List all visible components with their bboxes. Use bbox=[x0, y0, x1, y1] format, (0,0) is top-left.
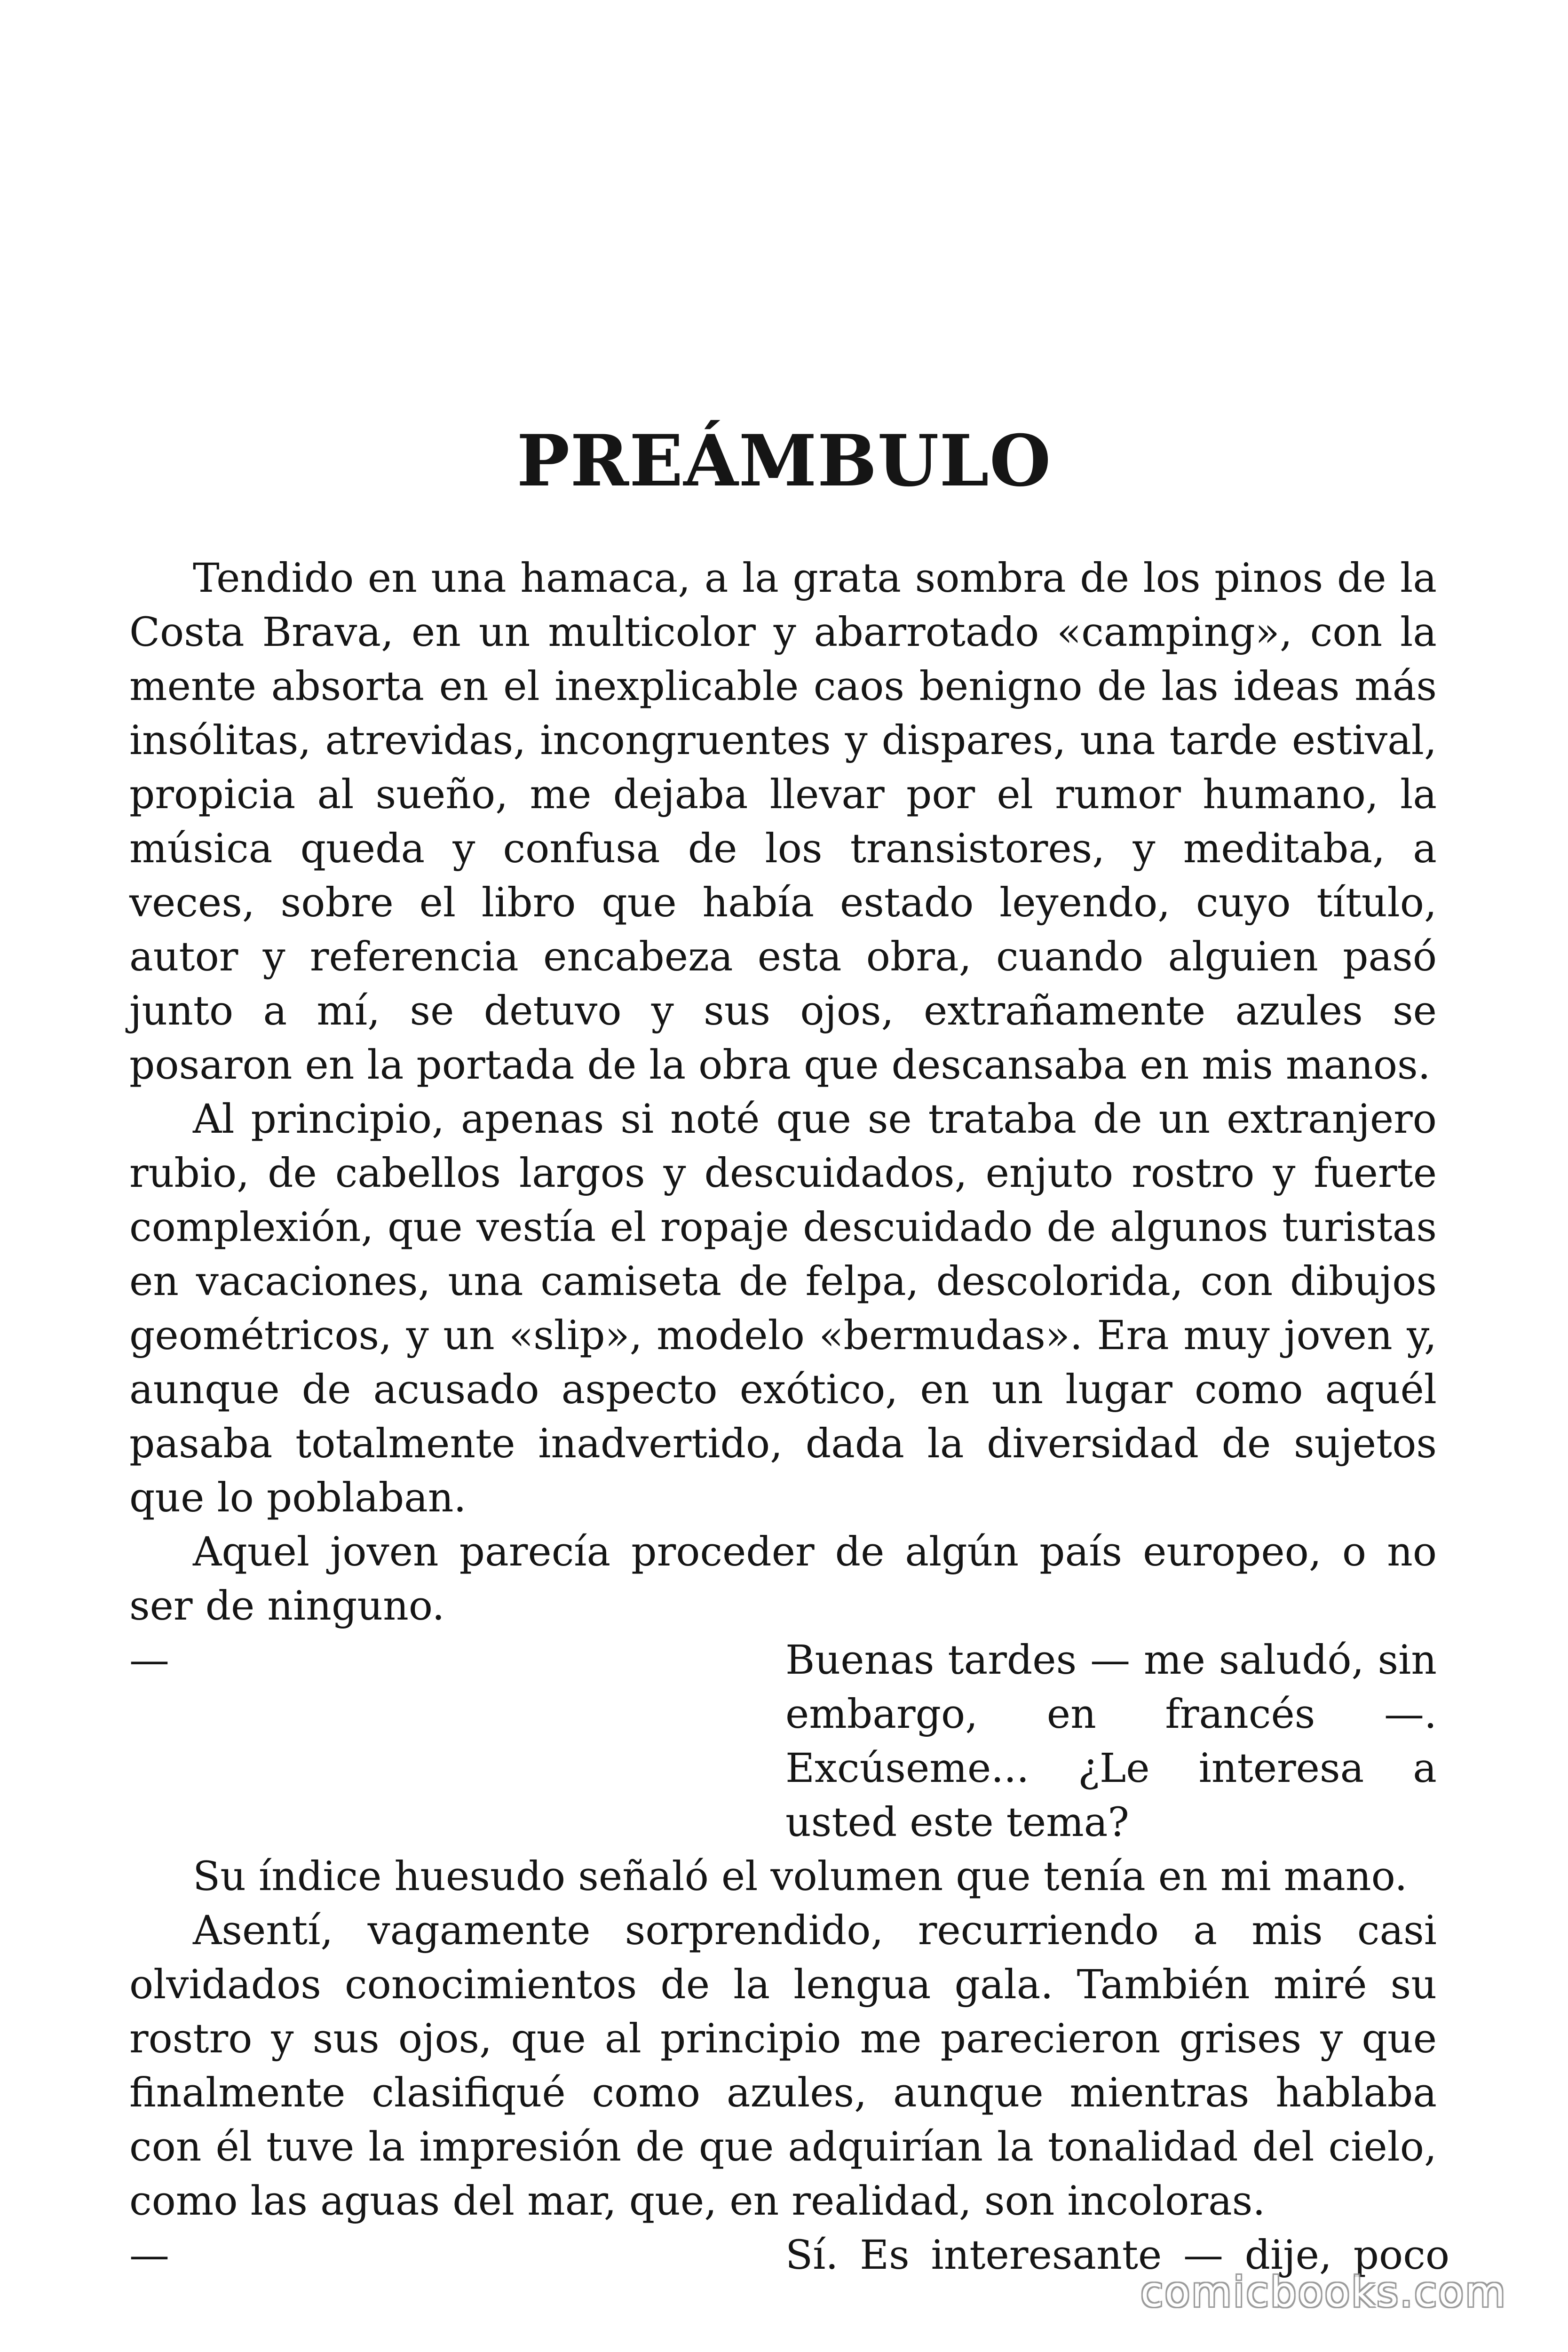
dialogue-dash: — bbox=[129, 1637, 169, 1684]
watermark: comicbooks.com bbox=[1140, 2268, 1507, 2316]
paragraph: Al principio, apenas si noté que se trataba de un extranjero rubio, de cabellos largos y descuidados, enjuto rostro y fuerte complexión, que vestía el ropaje descuidado de algunos turistas en vacaciones, una camiseta de felpa, descolorida, con dibujos geométricos, y un «slip», modelo «bermudas». Era muy joven y, aunque de acusado aspecto exótico, en un lugar como aquél pasaba totalmente inadvertido, dada la diversidad de sujetos que lo poblaban. bbox=[129, 1096, 1437, 1521]
dialogue-line bbox=[129, 1633, 1437, 1850]
paragraph: Tendido en una hamaca, a la grata sombra de los pinos de la Costa Brava, en un multicolor y abarrotado «camping», con la mente absorta en el inexplicable caos benigno de las ideas más insólitas, atrevidas, incongruentes y dispares, una tarde estival, propicia al sueño, me dejaba llevar por el rumor humano, la música queda y confusa de los transistores, y meditaba, a veces, sobre el libro que había estado leyendo, cuyo título, autor y referencia encabeza esta obra, cuando alguien pasó junto a mí, se detuvo y sus ojos, extrañamente azules se posaron en la portada de la obra que descansaba en mis manos. bbox=[129, 555, 1437, 1089]
chapter-title: PREÁMBULO bbox=[516, 420, 1052, 502]
body-text bbox=[129, 551, 1449, 2282]
dialogue-dash: — bbox=[129, 2232, 169, 2279]
dialogue-text: Sí. Es interesante — dije, poco bbox=[785, 2232, 1449, 2279]
paragraph: Asentí, vagamente sorprendido, recurriendo a mis casi olvidados conocimientos de la lengua gala. También miré su rostro y sus ojos, que al principio me parecieron grises y que finalmente clasifiqué como azules, aunque mientras hablaba con él tuve la impresión de que adquirían la tonalidad del cielo, como las aguas del mar, que, en realidad, son incoloras. bbox=[129, 1907, 1437, 2225]
paragraph: Su índice huesudo señaló el volumen que tenía en mi mano. bbox=[193, 1853, 1408, 1900]
dialogue-text: Buenas tardes — me saludó, sin embargo, en francés —. Excúseme... ¿Le interesa a usted este tema? bbox=[785, 1637, 1437, 1846]
paragraph: Aquel joven parecía proceder de algún país europeo, o no ser de ninguno. bbox=[129, 1529, 1437, 1629]
